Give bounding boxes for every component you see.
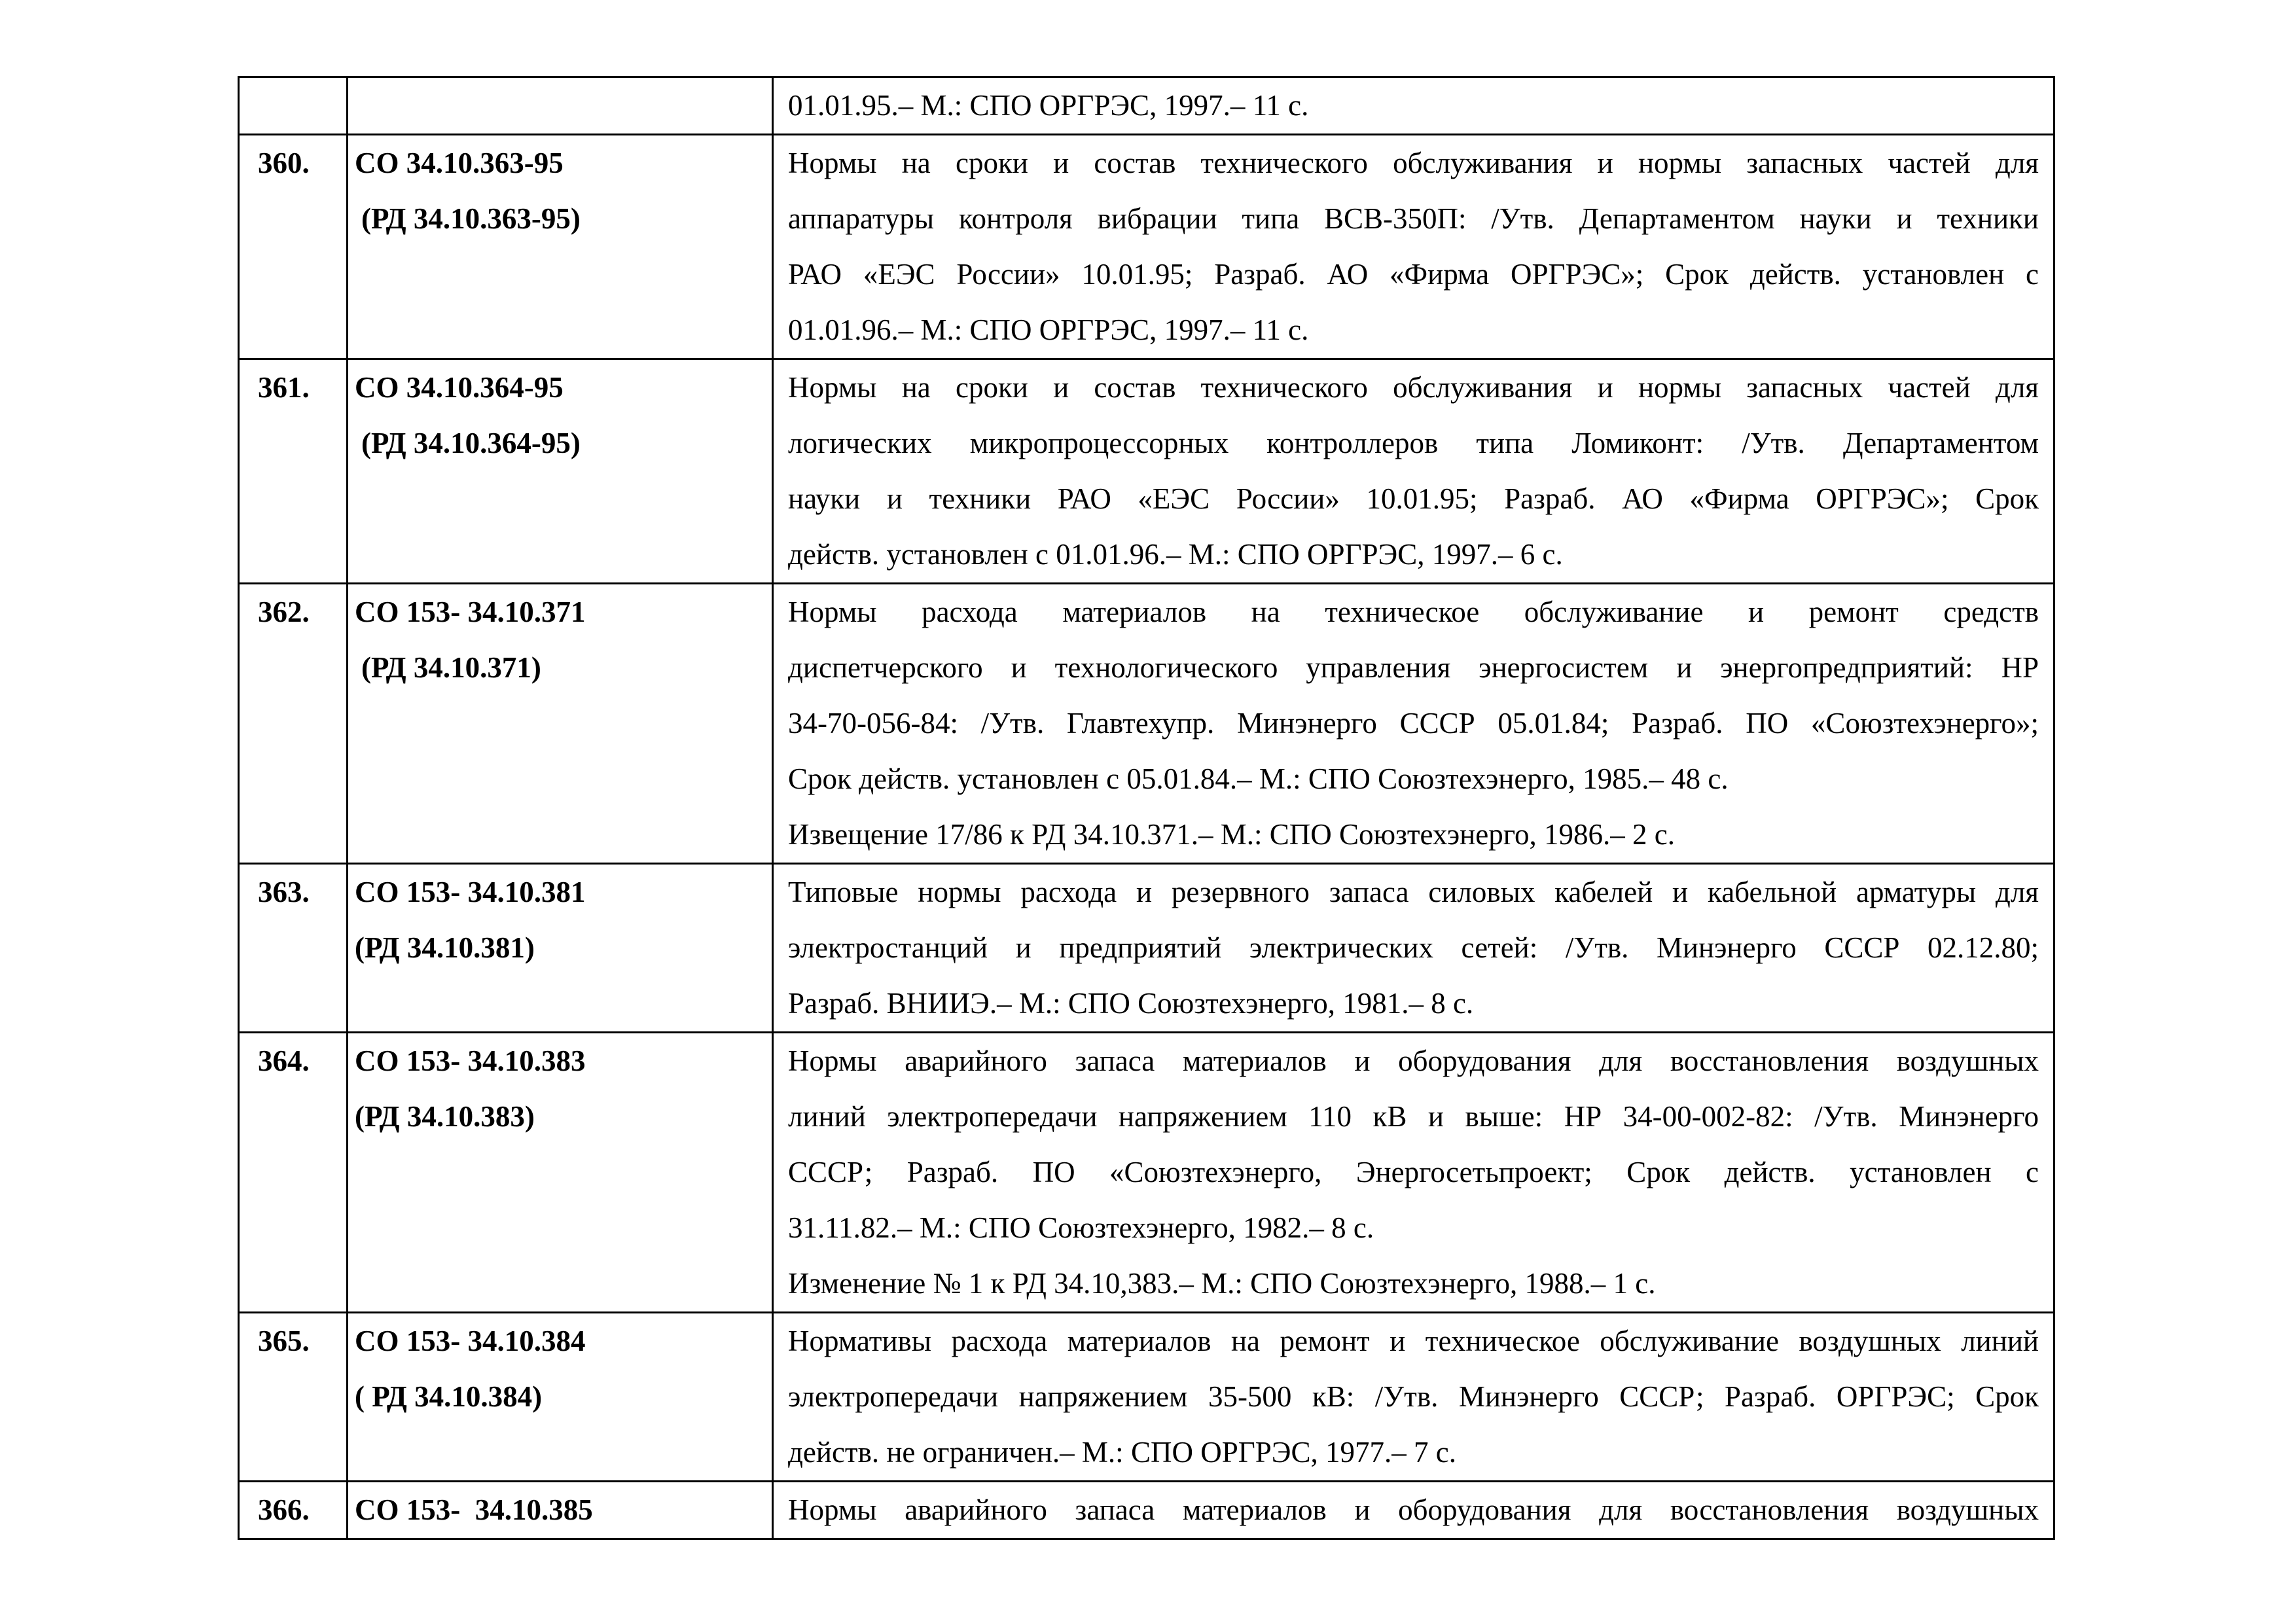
description-line: Извещение 17/86 к РД 34.10.371.– М.: СПО Союзтехэнерго, 1986.– 2 с. xyxy=(788,818,1676,851)
description-line: Срок действ. установлен с 05.01.84.– М.: СПО Союзтехэнерго, 1985.– 48 с. xyxy=(788,762,1729,795)
description-line: логических микропроцессорных контроллеров типа Ломиконт: /Утв. Департаментом xyxy=(788,427,2039,459)
document-description xyxy=(773,1482,2054,1539)
table-row xyxy=(239,359,2054,584)
document-description xyxy=(773,864,2054,1033)
document-code-alternate: (РД 34.10.364-95) xyxy=(361,427,581,459)
description-line: 34-70-056-84: /Утв. Главтехупр. Минэнерго СССР 05.01.84; Разраб. ПО «Союзтехэнерго»; xyxy=(788,707,2039,740)
document-code-cell xyxy=(348,1033,773,1313)
document-code-cell xyxy=(348,135,773,359)
description-line: аппаратуры контроля вибрации типа ВСВ-350П: /Утв. Департаментом науки и техники xyxy=(788,202,2039,235)
description-line: действ. не ограничен.– М.: СПО ОРГРЭС, 1977.– 7 с. xyxy=(788,1436,1456,1469)
document-code-cell xyxy=(348,584,773,864)
description-line: линий электропередачи напряжением 110 кВ и выше: НР 34-00-002-82: /Утв. Минэнерго xyxy=(788,1100,2039,1133)
document-code: СО 153- 34.10.384 xyxy=(355,1325,586,1357)
document-code: СО 153- 34.10.381 xyxy=(355,876,586,908)
entry-number: 362. xyxy=(239,584,348,864)
regulations-table xyxy=(238,76,2055,1540)
document-code: СО 153- 34.10.383 xyxy=(355,1044,586,1077)
document-code: СО 34.10.363-95 xyxy=(355,147,564,179)
description-line: Нормы на сроки и состав технического обслуживания и нормы запасных частей для xyxy=(788,371,2039,404)
document-code-cell xyxy=(348,1313,773,1482)
document-description xyxy=(773,77,2054,135)
description-line: Нормы аварийного запаса материалов и оборудования для восстановления воздушных xyxy=(788,1044,2039,1077)
description-line: Изменение № 1 к РД 34.10,383.– М.: СПО Союзтехэнерго, 1988.– 1 с. xyxy=(788,1267,1656,1300)
entry-number: 360. xyxy=(239,135,348,359)
entry-number: 364. xyxy=(239,1033,348,1313)
description-line: Нормы расхода материалов на техническое обслуживание и ремонт средств xyxy=(788,596,2039,628)
document-code-cell xyxy=(348,77,773,135)
description-line: 01.01.96.– М.: СПО ОРГРЭС, 1997.– 11 с. xyxy=(788,313,1309,346)
document-description xyxy=(773,135,2054,359)
document-code-alternate: (РД 34.10.381) xyxy=(355,931,535,964)
description-line: СССР; Разраб. ПО «Союзтехэнерго, Энергосетьпроект; Срок действ. установлен с xyxy=(788,1156,2039,1188)
document-description xyxy=(773,1033,2054,1313)
description-line: Типовые нормы расхода и резервного запаса силовых кабелей и кабельной арматуры для xyxy=(788,876,2039,908)
table-row xyxy=(239,584,2054,864)
description-line: 01.01.95.– М.: СПО ОРГРЭС, 1997.– 11 с. xyxy=(788,89,1309,122)
document-code-alternate: (РД 34.10.383) xyxy=(355,1100,535,1133)
document-code: СО 153- 34.10.371 xyxy=(355,596,586,628)
description-line: Нормативы расхода материалов на ремонт и техническое обслуживание воздушных линий xyxy=(788,1325,2039,1357)
document-code-cell xyxy=(348,864,773,1033)
document-code-cell xyxy=(348,1482,773,1539)
description-line: Нормы аварийного запаса материалов и оборудования для восстановления воздушных xyxy=(788,1493,2039,1526)
entry-number: 361. xyxy=(239,359,348,584)
table-row xyxy=(239,1313,2054,1482)
document-code: СО 153- 34.10.385 xyxy=(355,1493,593,1526)
table-row xyxy=(239,864,2054,1033)
document-code-alternate: ( РД 34.10.384) xyxy=(355,1380,543,1413)
description-line: 31.11.82.– М.: СПО Союзтехэнерго, 1982.– 8 с. xyxy=(788,1211,1374,1244)
description-line: электропередачи напряжением 35-500 кВ: /Утв. Минэнерго СССР; Разраб. ОРГРЭС; Срок xyxy=(788,1380,2039,1413)
regulations-table-body xyxy=(239,77,2054,1539)
document-code: СО 34.10.364-95 xyxy=(355,371,564,404)
document-description xyxy=(773,584,2054,864)
entry-number: 365. xyxy=(239,1313,348,1482)
document-code-cell xyxy=(348,359,773,584)
description-line: Разраб. ВНИИЭ.– М.: СПО Союзтехэнерго, 1981.– 8 с. xyxy=(788,987,1474,1020)
description-line: РАО «ЕЭС России» 10.01.95; Разраб. АО «Фирма ОРГРЭС»; Срок действ. установлен с xyxy=(788,258,2039,291)
description-line: науки и техники РАО «ЕЭС России» 10.01.95; Разраб. АО «Фирма ОРГРЭС»; Срок xyxy=(788,482,2039,515)
entry-number: 366. xyxy=(239,1482,348,1539)
document-description xyxy=(773,1313,2054,1482)
table-row xyxy=(239,135,2054,359)
description-line: диспетчерского и технологического управления энергосистем и энергопредприятий: НР xyxy=(788,651,2039,684)
description-line: электростанций и предприятий электрических сетей: /Утв. Минэнерго СССР 02.12.80; xyxy=(788,931,2039,964)
table-row xyxy=(239,1033,2054,1313)
entry-number: 363. xyxy=(239,864,348,1033)
document-description xyxy=(773,359,2054,584)
document-code-alternate: (РД 34.10.363-95) xyxy=(361,202,581,235)
description-line: Нормы на сроки и состав технического обслуживания и нормы запасных частей для xyxy=(788,147,2039,179)
document-code-alternate: (РД 34.10.371) xyxy=(361,651,541,684)
entry-number xyxy=(239,77,348,135)
description-line: действ. установлен с 01.01.96.– М.: СПО ОРГРЭС, 1997.– 6 с. xyxy=(788,538,1563,571)
table-row xyxy=(239,77,2054,135)
table-row xyxy=(239,1482,2054,1539)
